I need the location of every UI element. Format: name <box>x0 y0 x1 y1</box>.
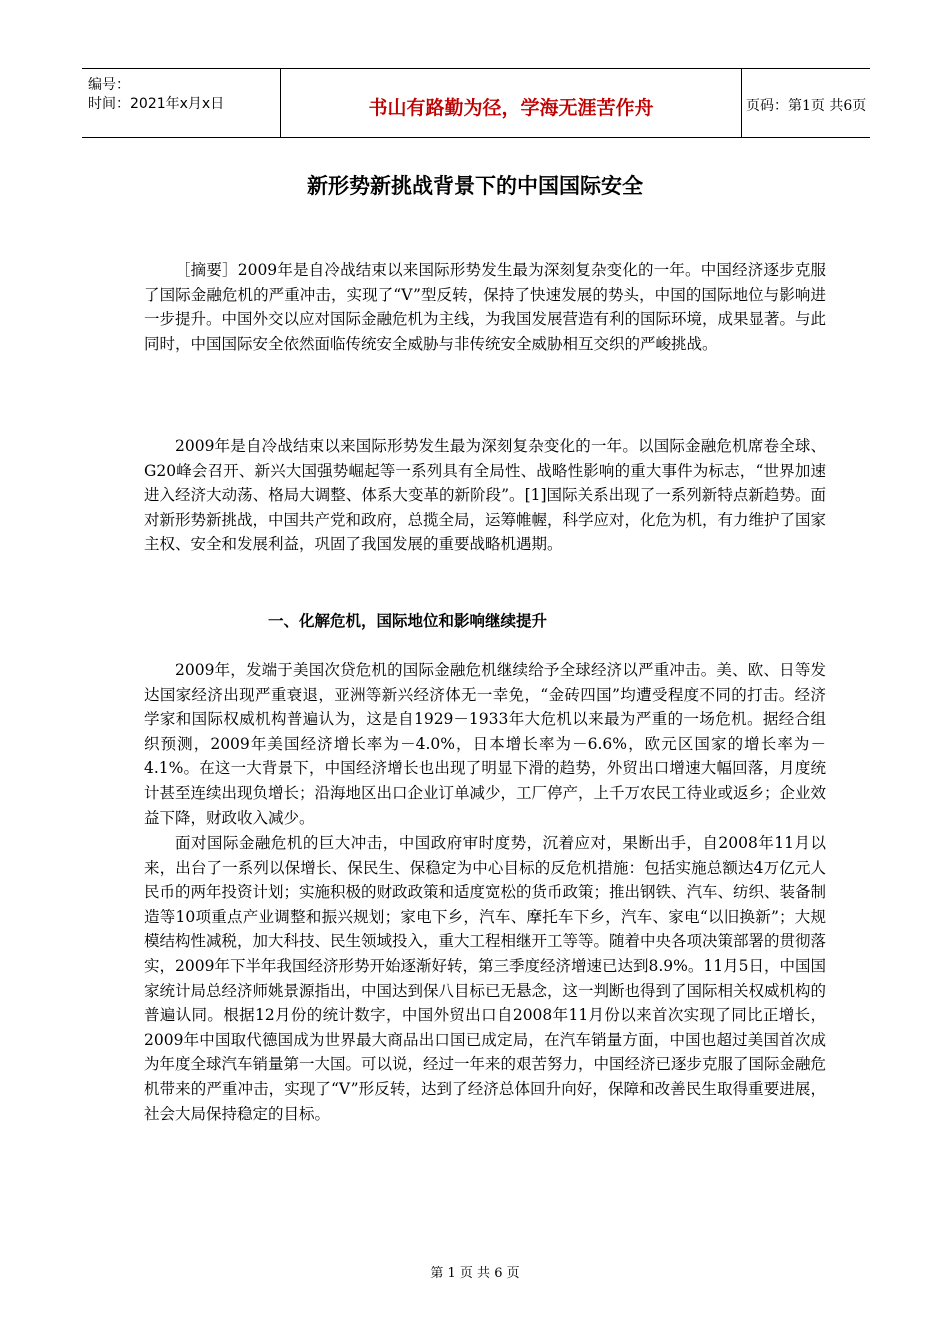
page-footer: 第 1 页 共 6 页 <box>430 1266 520 1281</box>
motto-text: 书山有路勤为径，学海无涯苦作舟 <box>368 97 654 119</box>
header-motto-cell <box>280 69 742 137</box>
document-title: 新形势新挑战背景下的中国国际安全 <box>307 174 643 198</box>
header-page-cell <box>740 69 870 137</box>
section-heading: 一、化解危机，国际地位和影响继续提升 <box>268 612 548 630</box>
abstract-paragraph: ［摘要］2009年是自冷战结束以来国际形势发生最为深刻复杂变化的一年。中国经济逐步克服了国际金融危机的严重冲击，实现了“V”型反转，保持了快速发展的势头，中国的国际地位与影响进一步提升。中国外交以应对国际金融危机为主线，为我国发展营造有利的国际环境，成果显著。与此同时，中国国际安全依然面临传统安全威胁与非传统安全威胁相互交织的严峻挑战。 <box>144 261 827 353</box>
time-label: 时间：2021年x月x日 <box>88 96 225 112</box>
page-header <box>82 68 870 138</box>
header-info-cell <box>82 69 280 137</box>
body-paragraph-2: 面对国际金融危机的巨大冲击，中国政府审时度势，沉着应对，果断出手，自2008年11月以来，出台了一系列以保增长、保民生、保稳定为中心目标的反危机措施：包括实施总额达4万亿元人民币的两年投资计划；实施积极的财政政策和适度宽松的货币政策；推出钢铁、汽车、纺织、装备制造等10项重点产业调整和振兴规划；家电下乡，汽车、摩托车下乡，汽车、家电“以旧换新”；大规模结构性减税，加大科技、民生领域投入，重大工程相继开工等等。随着中央各项决策部署的贯彻落实，2009年下半年我国经济形势开始逐渐好转，第三季度经济增速已达到8.9%。11月5日，中国国家统计局总经济师姚景源指出，中国达到保八目标已无悬念，这一判断也得到了国际相关权威机构的普遍认同。根据12月份的统计数字，中国外贸出口自2008年11月份以来首次实现了同比正增长，2009年中国取代德国成为世界最大商品出口国已成定局，在汽车销量方面，中国也超过美国首次成为年度全球汽车销量第一大国。可以说，经过一年来的艰苦努力，中国经济已逐步克服了国际金融危机带来的严重冲击，实现了“V”形反转，达到了经济总体回升向好，保障和改善民生取得重要进展，社会大局保持稳定的目标。 <box>144 834 827 1123</box>
page-indicator: 页码：第1页 共6页 <box>746 98 867 114</box>
intro-paragraph: 2009年是自冷战结束以来国际形势发生最为深刻复杂变化的一年。以国际金融危机席卷全球、G20峰会召开、新兴大国强势崛起等一系列具有全局性、战略性影响的重大事件为标志，“世界加速进入经济大动荡、格局大调整、体系大变革的新阶段”。[1]国际关系出现了一系列新特点新趋势。面对新形势新挑战，中国共产党和政府，总揽全局，运筹帷幄，科学应对，化危为机，有力维护了国家主权、安全和发展利益，巩固了我国发展的重要战略机遇期。 <box>144 437 827 554</box>
body-paragraph-1: 2009年，发端于美国次贷危机的国际金融危机继续给予全球经济以严重冲击。美、欧、日等发达国家经济出现严重衰退，亚洲等新兴经济体无一幸免，“金砖四国”均遭受程度不同的打击。经济学家和国际权威机构普遍认为，这是自1929－1933年大危机以来最为严重的一场危机。据经合组织预测，2009年美国经济增长率为－4.0%，日本增长率为－6.6%，欧元区国家的增长率为－4.1%。在这一大背景下，中国经济增长也出现了明显下滑的趋势，外贸出口增速大幅回落，月度统计甚至连续出现负增长；沿海地区出口企业订单减少，工厂停产，上千万农民工待业或返乡；企业效益下降，财政收入减少。 <box>144 661 827 827</box>
number-label: 编号： <box>88 77 130 93</box>
